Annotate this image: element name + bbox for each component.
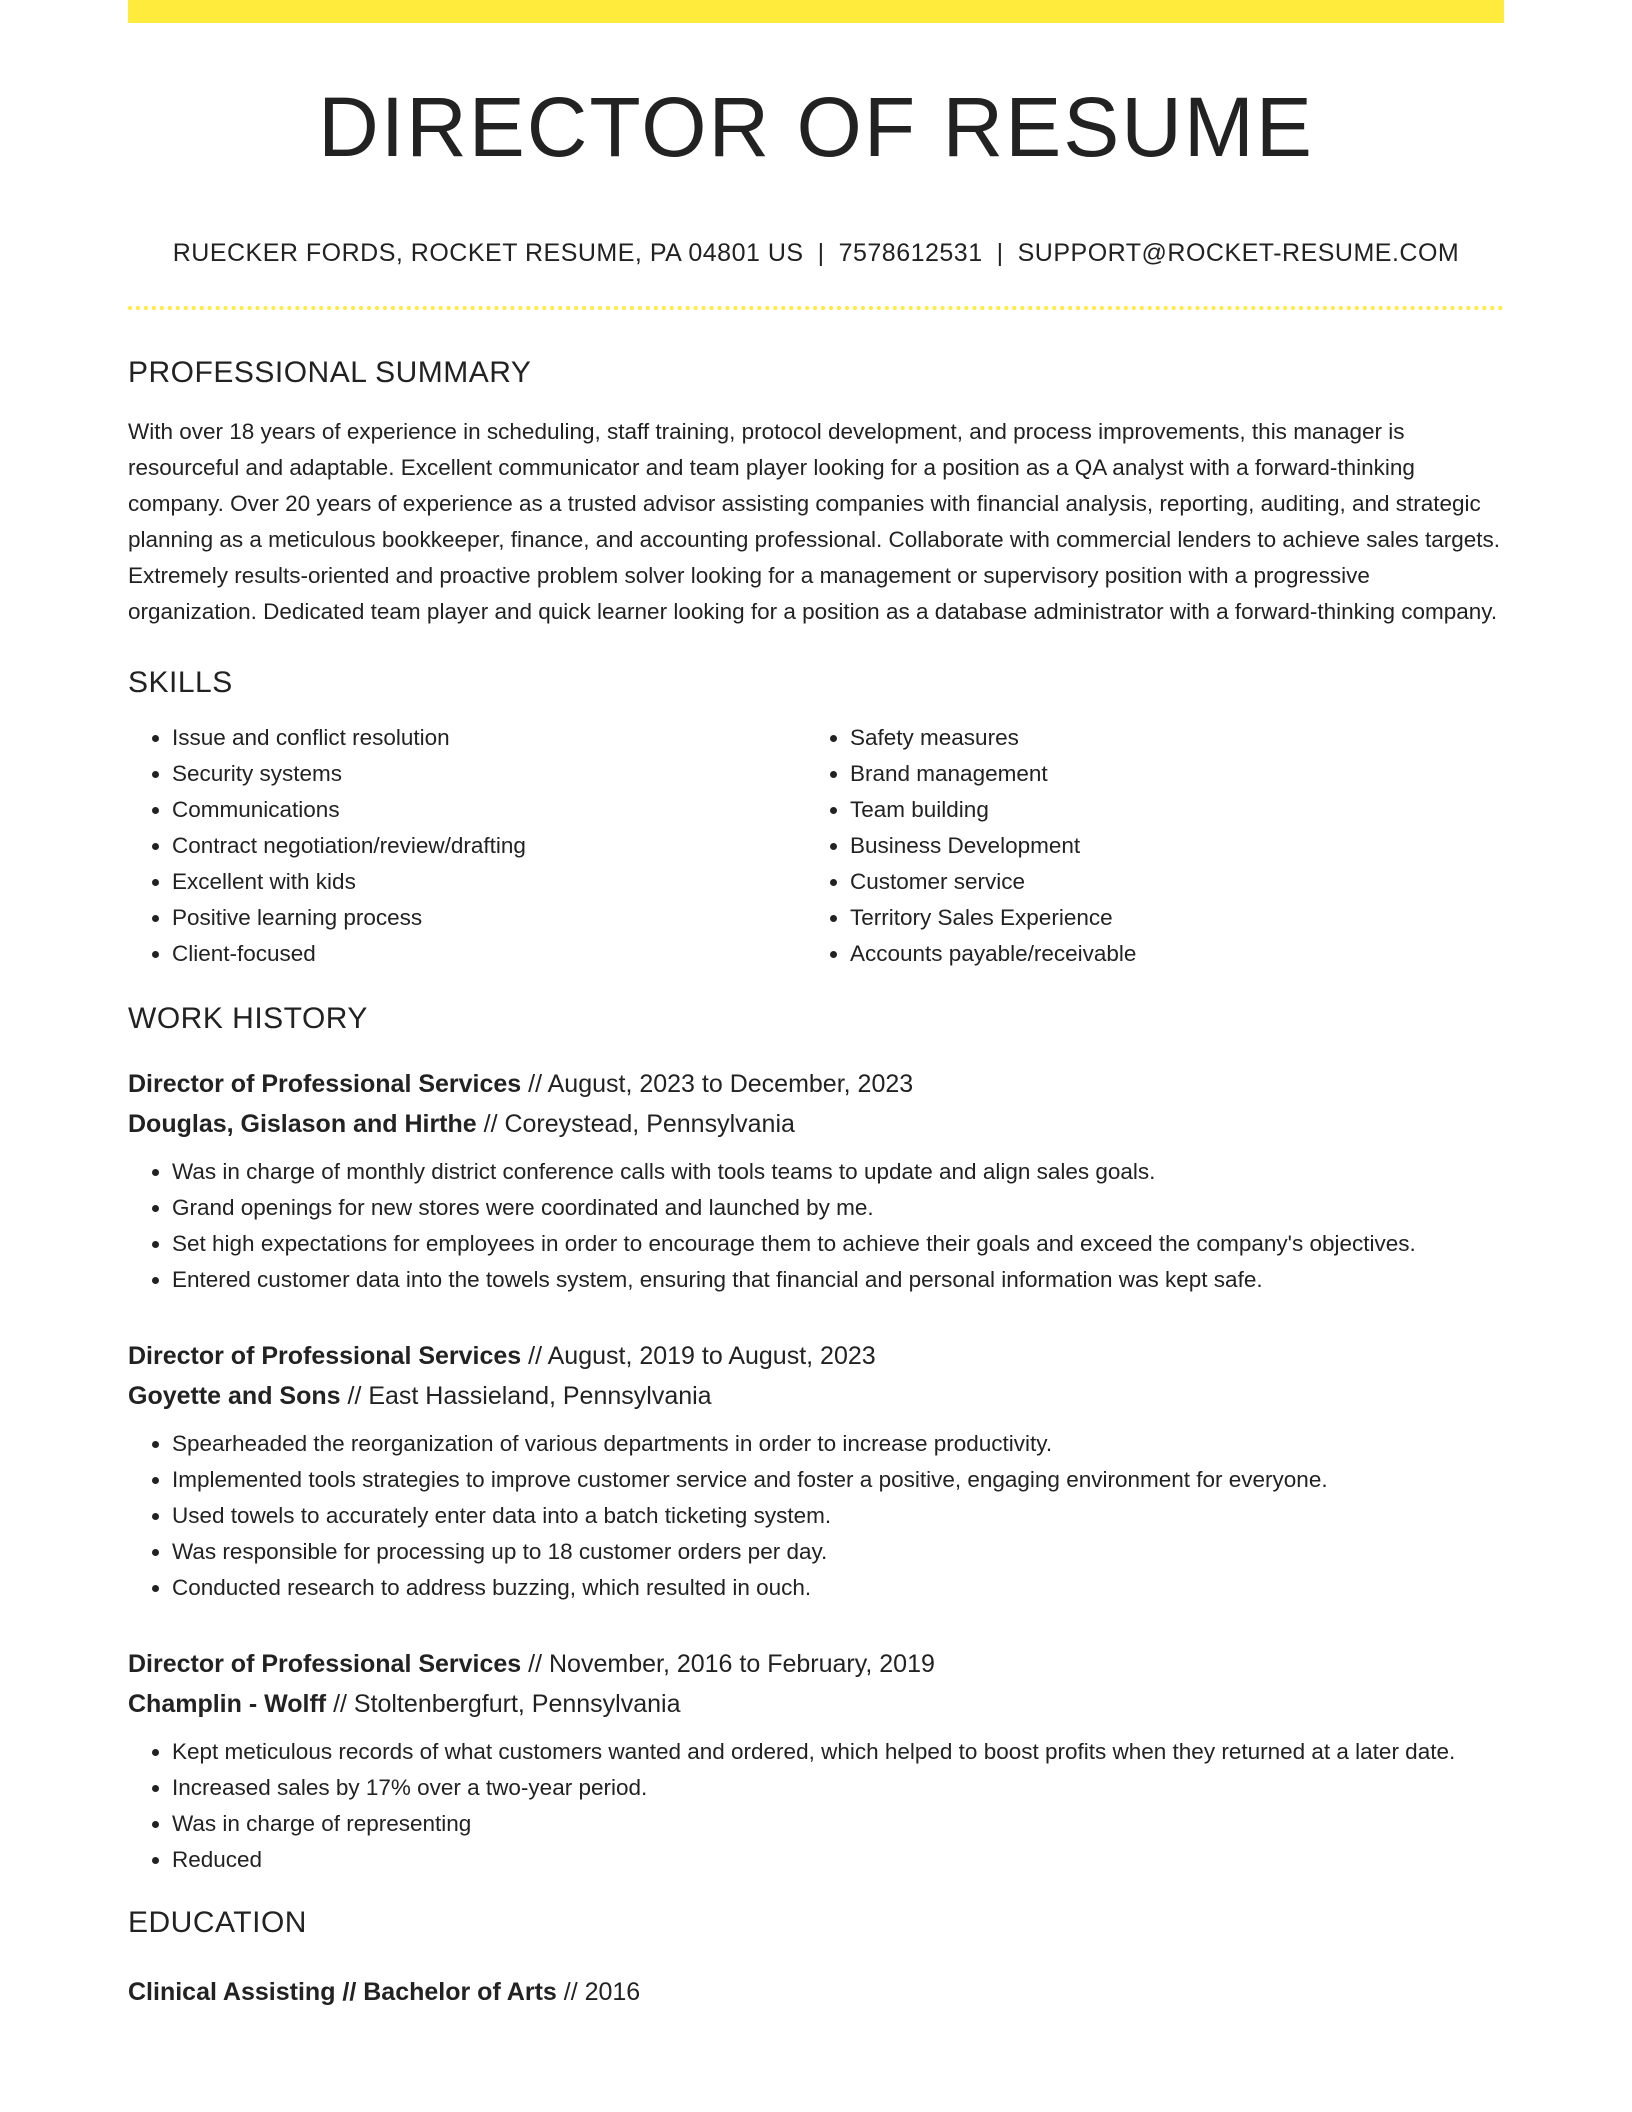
job-bullets (128, 1154, 1504, 1298)
job-location: // Stoltenbergfurt, Pennsylvania (326, 1690, 681, 1718)
job-title-line (128, 1336, 1504, 1376)
job-role: Director of Professional Services (128, 1650, 522, 1678)
job-bullet: • Implemented tools strategies to improve customer service and foster a positive, engaging environment for everyone. (172, 1462, 1504, 1498)
skill-item: • Positive learning process (172, 900, 806, 936)
job-title-line (128, 1064, 1504, 1104)
skill-item: • Issue and conflict resolution (172, 720, 806, 756)
resume-page (128, 0, 1504, 2012)
job-entry (128, 1336, 1504, 1606)
job-title-line (128, 1644, 1504, 1684)
job-company-line (128, 1104, 1504, 1144)
job-location: // East Hassieland, Pennsylvania (340, 1382, 712, 1410)
skill-item: • Accounts payable/receivable (850, 936, 1484, 972)
job-bullet: • Was in charge of monthly district conference calls with tools teams to update and align sales goals. (172, 1154, 1504, 1190)
education-heading: EDUCATION (128, 1906, 307, 1939)
job-location: // Coreystead, Pennsylvania (476, 1110, 795, 1138)
education-year: // 2016 (556, 1978, 641, 2006)
skills-column-left (128, 720, 806, 972)
job-bullet: • Increased sales by 17% over a two-year period. (172, 1770, 1504, 1806)
contact-email: SUPPORT@ROCKET-RESUME.COM (1017, 239, 1460, 267)
skill-item: • Security systems (172, 756, 806, 792)
resume-name: DIRECTOR OF RESUME (318, 80, 1314, 174)
skill-item: • Excellent with kids (172, 864, 806, 900)
job-role: Director of Professional Services (128, 1342, 522, 1370)
job-entry (128, 1644, 1504, 1878)
skill-item: • Client-focused (172, 936, 806, 972)
contact-address: RUECKER FORDS, ROCKET RESUME, PA 04801 US (172, 239, 804, 267)
job-bullet: • Used towels to accurately enter data into a batch ticketing system. (172, 1498, 1504, 1534)
summary-heading: PROFESSIONAL SUMMARY (128, 356, 532, 389)
work-history-heading: WORK HISTORY (128, 1002, 368, 1035)
skill-item: • Territory Sales Experience (850, 900, 1484, 936)
job-bullet: • Was responsible for processing up to 18 customer orders per day. (172, 1534, 1504, 1570)
job-bullet: • Grand openings for new stores were coordinated and launched by me. (172, 1190, 1504, 1226)
job-company-line (128, 1684, 1504, 1724)
job-bullet: • Was in charge of representing (172, 1806, 1504, 1842)
job-company: Douglas, Gislason and Hirthe (128, 1110, 477, 1138)
job-dates: // August, 2019 to August, 2023 (521, 1342, 876, 1370)
skill-item: • Safety measures (850, 720, 1484, 756)
job-company: Goyette and Sons (128, 1382, 341, 1410)
job-bullet: • Reduced (172, 1842, 1504, 1878)
job-bullets (128, 1734, 1504, 1878)
header-divider (128, 306, 1504, 310)
education-entry (128, 1972, 1504, 2012)
job-dates: // November, 2016 to February, 2019 (521, 1650, 935, 1678)
contact-separator: | (817, 239, 825, 267)
job-dates: // August, 2023 to December, 2023 (521, 1070, 914, 1098)
job-entry (128, 1064, 1504, 1298)
job-bullet: • Kept meticulous records of what customers wanted and ordered, which helped to boost profits when they returned at a later date. (172, 1734, 1504, 1770)
skills-heading: SKILLS (128, 666, 233, 699)
job-company-line (128, 1376, 1504, 1416)
skill-item: • Team building (850, 792, 1484, 828)
skill-item: • Customer service (850, 864, 1484, 900)
job-bullet: • Set high expectations for employees in order to encourage them to achieve their goals and exceed the company's objectives. (172, 1226, 1504, 1262)
job-bullets (128, 1426, 1504, 1606)
job-company: Champlin - Wolff (128, 1690, 327, 1718)
top-accent-bar (128, 0, 1504, 23)
job-role: Director of Professional Services (128, 1070, 522, 1098)
contact-separator: | (996, 239, 1004, 267)
skill-item: • Brand management (850, 756, 1484, 792)
skill-item: • Contract negotiation/review/drafting (172, 828, 806, 864)
summary-text: With over 18 years of experience in scheduling, staff training, protocol development, and process improvements, this manager is resourceful and adaptable. Excellent communicator and team player looking for a position as a QA analyst with a forward-thinking company. Over 20 years of experience as a trusted advisor assisting companies with financial analysis, reporting, auditing, and strategic planning as a meticulous bookkeeper, finance, and accounting professional. Collaborate with commercial lenders to achieve sales targets. Extremely results-oriented and proactive problem solver looking for a management or supervisory position with a progressive organization. Dedicated team player and quick learner looking for a position as a database administrator with a forward-thinking company. (128, 419, 1501, 624)
job-bullet: • Entered customer data into the towels system, ensuring that financial and personal information was kept safe. (172, 1262, 1504, 1298)
education-degree: Clinical Assisting // Bachelor of Arts (128, 1978, 557, 2006)
contact-phone: 7578612531 (838, 239, 983, 267)
job-bullet: • Conducted research to address buzzing, which resulted in ouch. (172, 1570, 1504, 1606)
contact-line (128, 241, 1504, 266)
skills-list (128, 720, 1504, 972)
job-bullet: • Spearheaded the reorganization of various departments in order to increase productivity. (172, 1426, 1504, 1462)
skills-column-right (806, 720, 1484, 972)
skill-item: • Communications (172, 792, 806, 828)
skill-item: • Business Development (850, 828, 1484, 864)
